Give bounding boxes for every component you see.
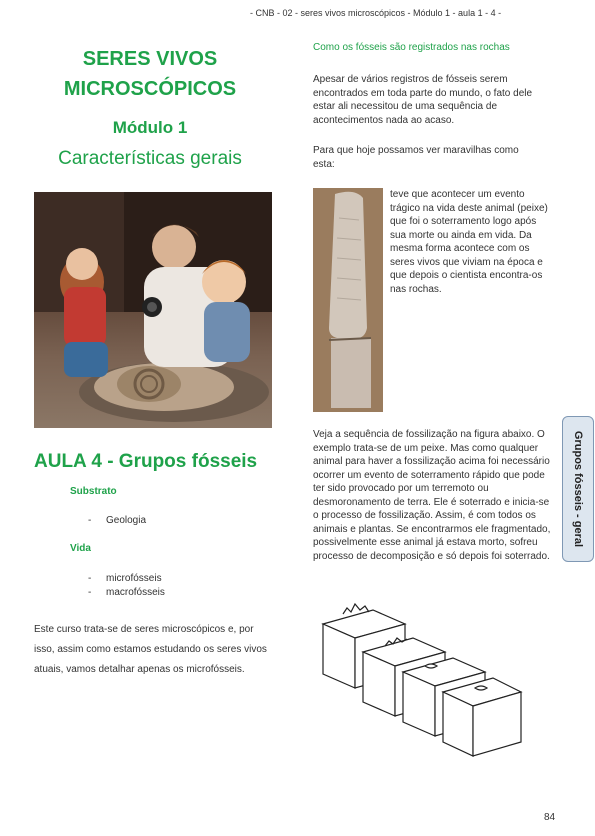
title-line-2: MICROSCÓPICOS (63, 78, 237, 100)
lesson-title: AULA 4 - Grupos fósseis (34, 451, 258, 472)
list-item-label: microfósseis (106, 573, 162, 584)
section-heading: Como os fósseis são registrados nas rochas (313, 42, 510, 53)
intro-paragraph: Este curso trata-se de seres microscópicos e, por isso, assim como estamos estudando os seres vivos atuais, vamos detalhar apenas os microfósseis. (34, 624, 267, 675)
photo-illustration (34, 192, 272, 428)
paragraph-3: teve que acontecer um evento trágico na vida deste animal (peixe) que foi o soterramento logo após sua morte ou ainda em vida. Da mesma forma acontece com os seres vivos que viviam na época e que depois o cientista encontra-os nas rochas. (390, 189, 548, 295)
side-tab-label: Grupos fósseis - geral (572, 430, 584, 548)
side-tab[interactable] (562, 416, 594, 562)
paragraph-4: Veja a sequência de fossilização na figura abaixo. O exemplo trata-se de um peixe. Mas como qualquer animal para haver a fossilização acima foi necessário ocorrer um evento de soterramento rápido que pode ter sido provocado por um terremoto ou desmoronamento de terra. Ele é soterrado e inicia-se o processo de fossilização. Assim, é com todos os animais e plantas. Se encontrarmos ele fragmentado, possivelmente esse animal já estava morto, sofreu processo de decomposição e só depois foi soterrado. (313, 429, 551, 562)
list-item: - macrofósseis (88, 587, 165, 598)
vida-label: Vida (70, 543, 91, 554)
module-title: Módulo 1 (112, 118, 188, 137)
fossil-illustration (313, 188, 383, 412)
paragraph-1: Apesar de vários registros de fósseis serem encontrados em toda parte do mundo, o fato dele estar ali necessitou de uma sequência de acontecimentos nada ao acaso. (313, 74, 533, 126)
page-title (30, 44, 270, 104)
paragraph-2: Para que hoje possamos ver maravilhas como esta: (313, 145, 519, 170)
title-line-1: SERES VIVOS (82, 48, 218, 70)
list-item: - Geologia (88, 515, 147, 526)
children-fossil-photo (34, 192, 272, 428)
running-header: - CNB - 02 - seres vivos microscópicos - Módulo 1 - aula 1 - 4 - (250, 8, 502, 18)
fossilization-diagram (315, 596, 525, 766)
list-item: - microfósseis (88, 573, 162, 584)
fossil-fish-photo (313, 188, 383, 412)
list-item-label: Geologia (106, 515, 147, 526)
module-subtitle: Características gerais (58, 148, 242, 169)
block-4 (443, 678, 521, 756)
page-number: 84 (544, 812, 556, 823)
substrato-label: Substrato (70, 486, 117, 497)
list-item-label: macrofósseis (106, 587, 165, 598)
